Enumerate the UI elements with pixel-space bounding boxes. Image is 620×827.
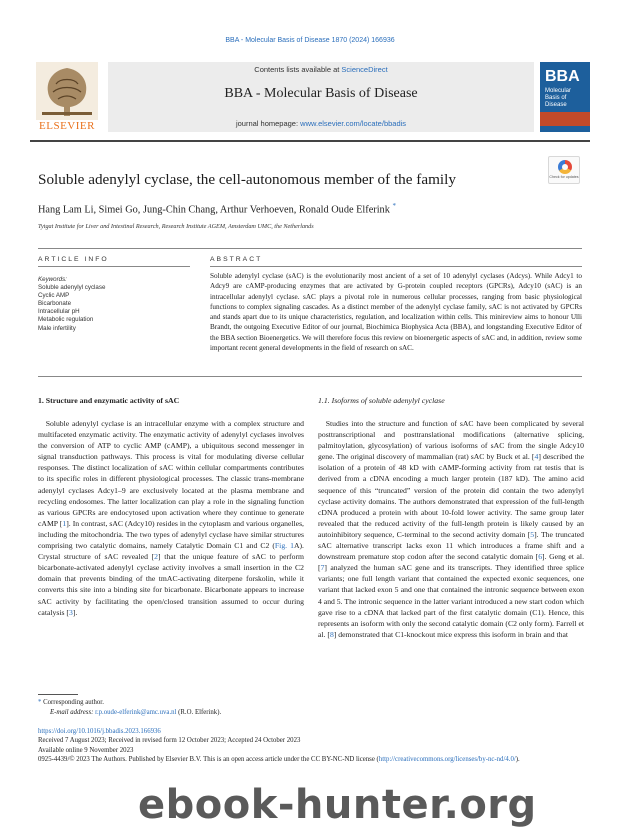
cover-band [540, 112, 590, 126]
publisher-name: ELSEVIER [39, 120, 95, 132]
keyword-item: Intracellular pH [38, 308, 80, 316]
email-suffix: (R.O. Elferink). [176, 709, 222, 716]
footnote-mark: * [38, 699, 42, 706]
citation-link[interactable]: 1 [62, 518, 67, 528]
text-run: ]. The truncated sAC alternative transcript lacks exon 11 which introduces a frame shift and a downstream premature stop codon after the second catalytic domain [ [318, 529, 584, 562]
cover-title: BBA [545, 68, 580, 85]
text-run: ] described the isolation of a protein of 48 kD with cAMP-forming activity from rat testis that is derived from a cDNA encoding a much larger protein (187 kD). The amino acid sequence of this “truncated” version of the protein did contain the two adenylyl cyclase activity domains. The authors demonstrated that expression of the full-length cDNA produced a protein with about 10-fold lower activity. The same group later revealed that the reduced activity of the full-length protein is likely caused by an autoinhibitory sequence, C-terminal to the second activity domain [ [318, 452, 584, 539]
watermark: ebook-hunter.org [138, 782, 537, 827]
abstract-label: ABSTRACT [210, 256, 263, 263]
section-1-1-paragraph [318, 418, 584, 640]
affiliation: Tytgat Institute for Liver and Intestinal Research, Research Institute AGEM, Amsterdam UMC, the Netherlands [38, 223, 314, 230]
text-run: Soluble adenylyl cyclase is an intracellular enzyme with a complex structure and multifaceted enzymatic activity. The enzymatic activity of adenylyl cyclases involves the conversion of ATP to cyclic AMP (cAMP), a ubiquitous second messenger in signal transduction pathways. This process is vital for modulating diverse cellular responses. The distinct localization of sAC within cellular compartments contributes to its specific roles in different physiological processes. The classic trans-membrane adenylyl cyclases Adcy1–9 are exclusively located at the plasma membrane and recycling endosomes. The latter localization can play a role in the signaling function as various GPCRs are endocytosed upon activation where they continue to generate cAMP [ [38, 419, 304, 528]
keyword-item: Soluble adenylyl cyclase [38, 284, 106, 292]
article-info-divider [38, 266, 190, 267]
journal-cover-thumbnail [540, 62, 590, 132]
citation-link[interactable]: 5 [530, 529, 535, 539]
license-link[interactable]: http://creativecommons.org/licenses/by-nc-nd/4.0/ [378, 755, 516, 763]
homepage-prefix: journal homepage: [235, 119, 301, 128]
text-run: ] that the unique feature of sAC to perform bicarbonate-activated adenylyl cyclase activity involves a small insertion in the C2 domain that prevents binding of the tmAC-activating diterpene forskolin, while it converts this site into a binding site for bicarbonate. Bicarbonate appears to increase sAC activity by facilitating the open/closed transition assumed to occur during catalysis [ [38, 552, 304, 617]
text-run: ] demonstrated that C1-knockout mice express this isoform in brain and that [333, 629, 568, 639]
online-date: Available online 9 November 2023 [38, 746, 134, 754]
article-info-label: ARTICLE INFO [38, 256, 109, 263]
keywords-title: Keywords: [38, 276, 67, 283]
elsevier-tree-icon [36, 62, 98, 120]
text-run: ] analyzed the human sAC gene and its transcripts. They identified three splice variants; one full length variant that contained the expected exonic sequences, one variant that lacked exon 5 and one that contained the intronic sequence between exon 4 and 5. The intronic sequence in the latter variant introduced a new start codon which gave rise to a cDNA that lacked part of the first catalytic domain (C1). Hence, this represents an isoform with only the second catalytic domain (C2 only form). Farrell et al. [ [318, 563, 584, 639]
text-run: ]. Geng et al. [ [318, 552, 584, 573]
cover-subtitle: Molecular Basis of Disease [545, 88, 572, 108]
check-for-updates-label: Check for updates [549, 175, 579, 179]
header-divider [30, 140, 590, 142]
section-1-heading: 1. Structure and enzymatic activity of sAC [38, 396, 180, 405]
sciencedirect-link[interactable]: ScienceDirect [341, 65, 388, 74]
journal-header [30, 62, 590, 136]
citation-link[interactable]: 4 [534, 452, 539, 462]
masthead [108, 62, 534, 132]
keyword-item: Bicarbonate [38, 300, 72, 308]
received-dates: Received 7 August 2023; Received in revised form 12 October 2023; Accepted 24 October 2023 [38, 737, 301, 745]
footnote-divider [38, 694, 78, 695]
keyword-item: Metabolic regulation [38, 316, 94, 324]
text-run: ]. In contrast, sAC (Adcy10) resides in the cytoplasm and various organelles, including the mitochondria. The two types of adenylyl cyclase have similar structures comprising two catalytic domains, namely Catalytic Domain C1 and C2 ( [38, 518, 304, 551]
text-run: Studies into the structure and function of sAC have been complicated by several posttranscriptional and posttranslational modifications (alternative splicing, palmitoylation, glycosylation) of various isoforms of sAC from the single Adcy10 gene. The original discovery of mammalian (rat) sAC by Buck et al. [ [318, 419, 584, 462]
homepage-line [108, 119, 534, 128]
journal-name: BBA - Molecular Basis of Disease [224, 86, 418, 101]
crossmark-icon [558, 160, 572, 174]
author-list [38, 202, 396, 215]
affiliation-divider [38, 248, 582, 249]
citation-link[interactable]: 8 [329, 629, 334, 639]
contents-line [108, 65, 534, 74]
license-text: 0925-4439/© 2023 The Authors. Published by Elsevier B.V. This is an open access article under the CC BY-NC-ND license ( [38, 755, 379, 763]
citation-link[interactable]: 3 [68, 607, 73, 617]
corresponding-author-note [38, 698, 104, 707]
article-metadata [38, 727, 583, 764]
section-1-paragraph [38, 418, 304, 618]
abstract-text: Soluble adenylyl cyclase (sAC) is the evolutionarily most ancient of a set of 10 adenylyl cyclases (Adcys). While Adcy1 to Adcy9 are cAMP-producing enzymes that are activated by G-protein coupled receptors (GPCRs), Adcy10 (sAC) is an intracellular adenylyl cyclase. sAC plays a pivotal role in numerous cellular processes, ranging from basic physiological functions to complex signaling cascades. As a distinct member of the adenylyl cyclase family, sAC is not activated by GPCRs and stands apart due to its unique characteristics, regulation, and localization within cells. This minireview aims to honour Ulli Brandt, the outgoing Executive Editor of our journal, Biochimica Biophysica Acta (BBA), and longstanding Executive Editor of the BBA section Bioenergetics. We will therefore focus this review on bioenergetic aspects of sAC and, in addition, review some important recent general developments in the field of research on sAC. [210, 272, 582, 353]
license-statement [38, 755, 583, 764]
email-link[interactable]: r.p.oude-elferink@amc.uva.nl [95, 709, 177, 716]
citation-link[interactable]: 7 [320, 563, 325, 573]
text-run: A). Crystal structure of sAC revealed [ [38, 541, 304, 562]
license-suffix: ). [515, 755, 520, 763]
left-column [38, 418, 304, 618]
article-title: Soluble adenylyl cyclase, the cell-autonomous member of the family [38, 171, 456, 188]
keywords-block [38, 276, 188, 333]
corresponding-author-mark[interactable]: * [392, 202, 396, 210]
journal-homepage-link[interactable]: www.elsevier.com/locate/bbadis [300, 119, 407, 128]
text-run: ]. [72, 607, 78, 617]
doi-link[interactable]: https://doi.org/10.1016/j.bbadis.2023.166936 [38, 728, 161, 735]
abstract-bottom-divider [38, 376, 582, 377]
email-label: E-mail address: [50, 709, 96, 716]
journal-citation[interactable]: BBA - Molecular Basis of Disease 1870 (2024) 166936 [225, 37, 395, 44]
check-for-updates-badge[interactable] [548, 156, 580, 184]
citation-link[interactable]: 6 [538, 552, 543, 562]
corresponding-text: Corresponding author. [43, 699, 104, 706]
abstract-divider [210, 266, 582, 267]
elsevier-logo [36, 62, 98, 134]
figure-link[interactable]: Fig. 1 [274, 541, 294, 551]
contents-prefix: Contents lists available at [254, 65, 342, 74]
section-1-1-heading: 1.1. Isoforms of soluble adenylyl cyclase [318, 396, 445, 405]
right-column [318, 418, 584, 640]
authors-text: Hang Lam Li, Simei Go, Jung-Chin Chang, Arthur Verhoeven, Ronald Oude Elferink [38, 204, 390, 216]
email-note [50, 708, 221, 717]
keyword-item: Cyclic AMP [38, 292, 70, 300]
keyword-item: Male infertility [38, 324, 76, 332]
citation-link[interactable]: 2 [154, 552, 159, 562]
